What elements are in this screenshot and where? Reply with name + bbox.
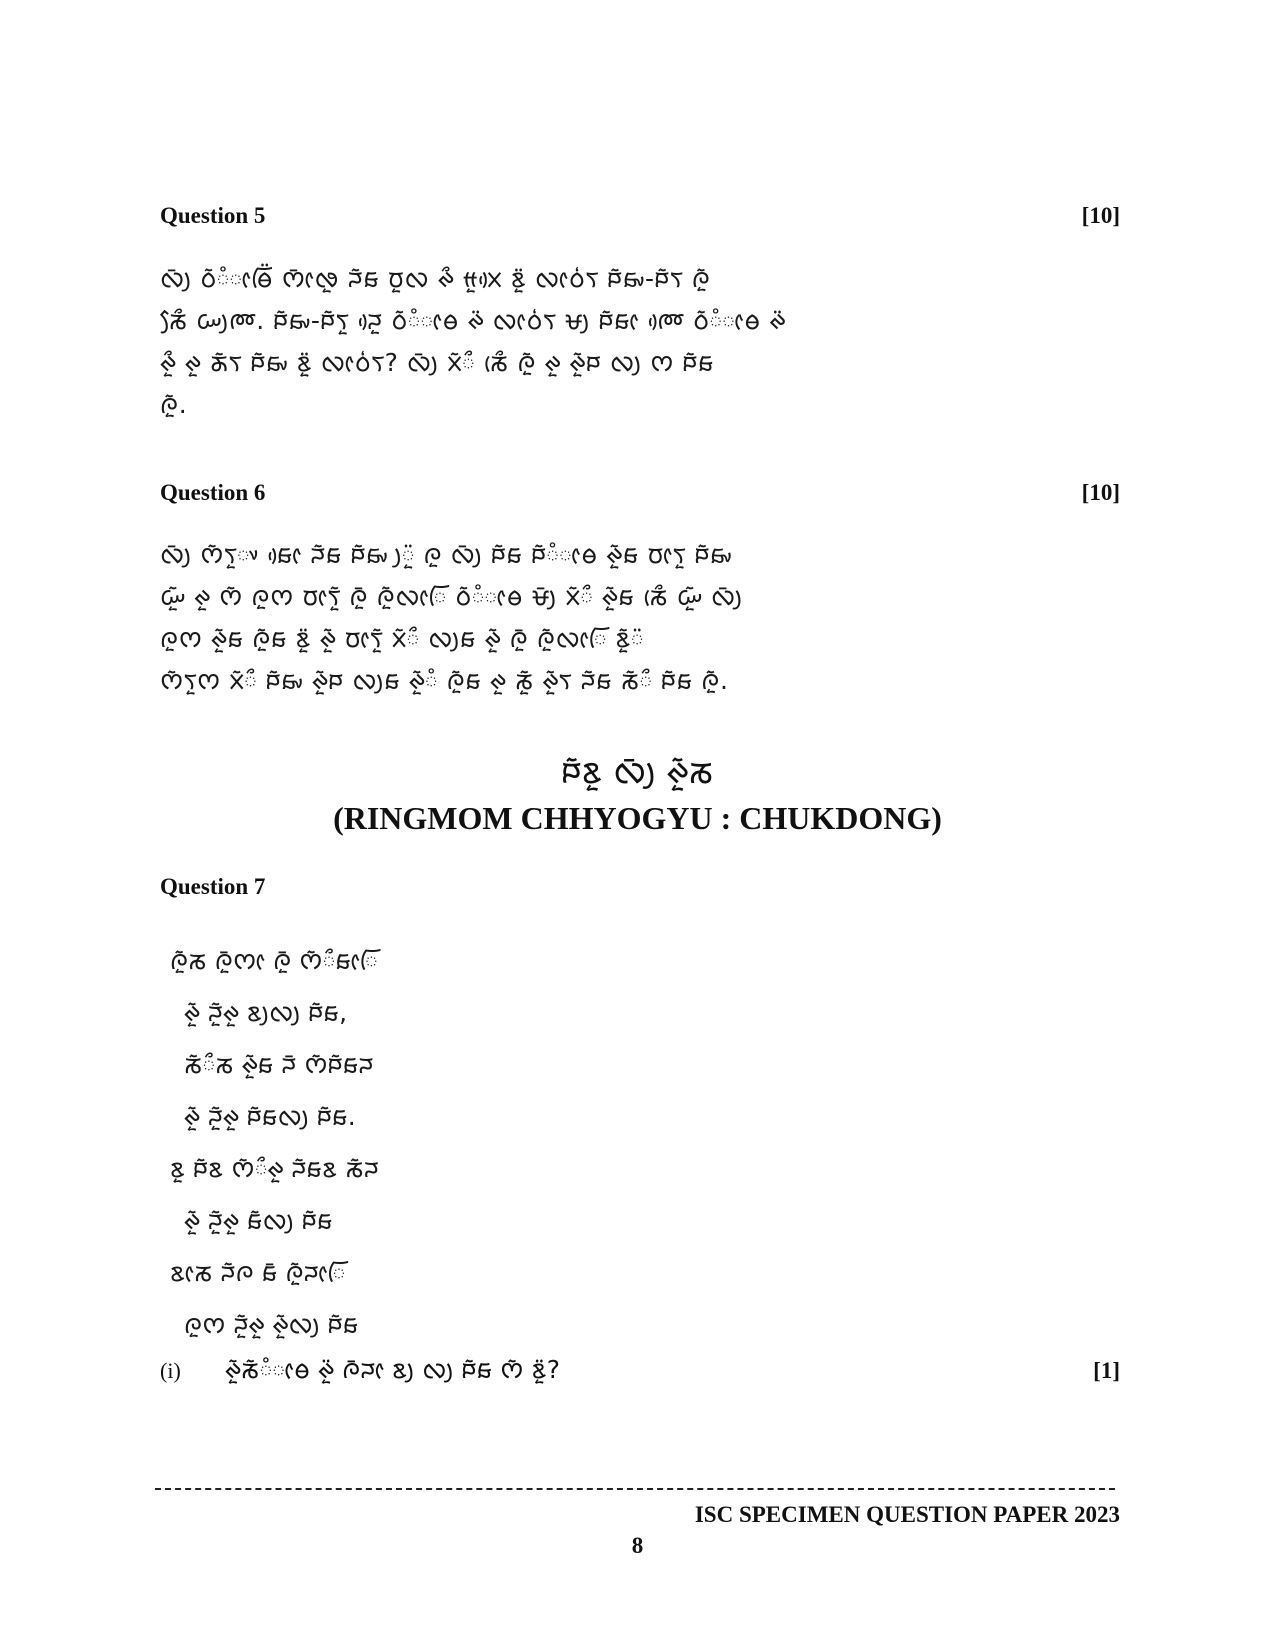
question-5-text xyxy=(160,258,1080,426)
question-6-line: ᰜᰪᰳ ᰔᰶᰛᰬᰤ ᰑᰦᰴ ᰎᰶᰑ ᰐᰶᰑᰤ ᰪᰬᰮ ᰍᰬ ᰜᰪᰳ ᰐᰶᰑ ᰐᰶᰱᰦᰟ ᰊᰬᰶᰑ ᰗᰦᰛᰬ ᰐᰶᰑᰤ xyxy=(160,540,733,569)
page-number: 8 xyxy=(631,1533,644,1558)
poem-line: ᰍᰬᰔ ᰎᰬᰶᰊᰬ ᰊᰬᰶᰜᰪ ᰐᰶᰑ xyxy=(184,1310,359,1339)
poem-line: ᰊᰬᰶ ᰎᰬᰶᰊᰬ ᰐᰶᰑᰜᰪ ᰐᰶᰑ. xyxy=(184,1102,356,1131)
sub-question-number: (i) xyxy=(160,1358,181,1383)
poem-line: ᰣᰬ ᰐᰶᰣ ᰔᰶᰰᰊᰬ ᰎᰶᰑᰣ ᰕᰶᰎ xyxy=(170,1154,379,1183)
sub-question-marks: [1] xyxy=(1093,1358,1120,1383)
question-7-label: Question 7 xyxy=(160,874,266,899)
poem-line: ᰍᰬᰶᰕ ᰍᰬᰳᰔᰦ ᰍᰬᰳ ᰔᰶᰰᰑᰦᰩ xyxy=(170,946,378,975)
question-5-header xyxy=(160,203,1120,229)
question-5-line: ᰍᰬᰶ. xyxy=(160,390,188,419)
section-title: (RINGMOM CHHYOGYU : CHUKDONG) xyxy=(333,800,942,836)
question-6-label: Question 6 xyxy=(160,480,266,505)
sub-question-text: ᰊᰬᰶᰕᰶᰱᰦᰟ ᰊᰬᰮ ᰍᰳᰎᰦ ᰣᰪ ᰜᰪ ᰐᰶᰑ ᰔᰶ ᰣᰬᰮ? xyxy=(225,1355,561,1384)
question-6-line: ᰠᰬᰶ ᰊᰬ ᰔᰶ ᰍᰬᰔ ᰗᰦᰛᰬᰶ ᰍᰬᰳ ᰍᰬᰶᰜᰦᰩ ᰓᰶᰱᰦᰟ ᰝᰪᰳ ᰞᰶᰰ ᰊᰬᰶᰑ ᰕᰨᰰ ᰠᰬᰶ ᰜᰪᰳ xyxy=(160,582,743,611)
footer-divider xyxy=(155,1488,1115,1490)
question-6-line: ᰔᰶᰛᰬᰔ ᰞᰶᰰ ᰐᰶᰑᰤ ᰊᰬᰶᰐ ᰜᰪᰑ ᰊᰬᰶᰱ ᰍᰬᰶᰑ ᰊᰬ ᰕᰬᰶ ᰊᰬᰶᰛ ᰎᰶᰑ ᰕᰶᰰ ᰐᰶᰑ ᰍᰬᰶ. xyxy=(160,666,729,695)
question-5-line: ᰕᰧᰰ ᰠᰪᰢ. ᰐᰶᰑᰤ-ᰐᰶᰛᰬ ᰎᰬᰴ ᰓᰶᰱᰦᰟ ᰊᰮ ᰜᰦᰓᰭᰛ ᰝᰪ ᰐᰶᰑᰦ ᰢᰴ ᰓᰶᰱᰦᰟ ᰊᰮ xyxy=(160,306,786,335)
poem-line: ᰊᰬᰶ ᰎᰬᰶᰊᰬ ᰑᰶᰜᰪ ᰐᰶᰑ xyxy=(184,1206,333,1235)
question-6-text xyxy=(160,534,1080,702)
poem-line: ᰕᰶᰰᰕ ᰊᰬᰶᰑ ᰎᰳ ᰔᰶᰐᰶᰑᰎ xyxy=(184,1050,374,1079)
question-5-label: Question 5 xyxy=(160,203,266,228)
poem-line: ᰊᰬᰶ ᰎᰬᰶᰊᰬ ᰣᰪᰜᰪ ᰐᰶᰑ, xyxy=(184,998,348,1027)
question-6-marks: [10] xyxy=(1081,480,1120,505)
question-6-header xyxy=(160,480,1120,506)
footer-title: ISC SPECIMEN QUESTION PAPER 2023 xyxy=(694,1502,1120,1527)
poem xyxy=(170,935,379,1351)
question-6-line: ᰍᰬᰔ ᰊᰬᰶᰑ ᰍᰬᰶᰑ ᰣᰬᰮ ᰊᰬᰶ ᰗᰦᰛᰬᰶ ᰞᰶᰰ ᰜᰪᰑ ᰊᰬᰶ ᰍᰬᰳ ᰍᰬᰶᰜᰦᰩ ᰣᰬᰶᰮ xyxy=(160,624,645,653)
sub-question-i xyxy=(160,1352,1120,1390)
question-5-line: ᰜᰪᰳ ᰓᰶᰱᰦᰟᰩᰮ ᰔᰦᰳᰒᰬ ᰎᰶᰑ ᰗᰬᰜ ᰊᰰ ᰙᰬᰞᰴ ᰣᰬᰮ ᰜᰦᰓᰭᰛ ᰐᰶᰑᰤ-ᰐᰶᰛ ᰍᰬᰶ xyxy=(160,264,711,293)
question-7-header xyxy=(160,874,1120,900)
question-5-marks: [10] xyxy=(1081,203,1120,228)
poem-line: ᰣᰦᰕ ᰎᰶᰍ ᰑᰳ ᰍᰬᰶᰎᰦᰩ xyxy=(170,1258,346,1287)
question-5-line: ᰊᰬᰰ ᰊᰬ ᰖᰶᰛ ᰐᰶᰑᰤ ᰣᰬᰮ ᰜᰦᰓᰭᰛ? ᰜᰪᰳ ᰞᰶᰰ ᰕᰨᰰ ᰍᰬᰶ ᰊᰬ ᰊᰬᰶᰐ ᰜᰪ ᰔ ᰐᰶᰑ xyxy=(160,348,715,377)
section-heading-lepcha: ᰐᰶᰣᰬ ᰜᰪᰳ ᰊᰬᰶᰕ xyxy=(561,752,714,792)
